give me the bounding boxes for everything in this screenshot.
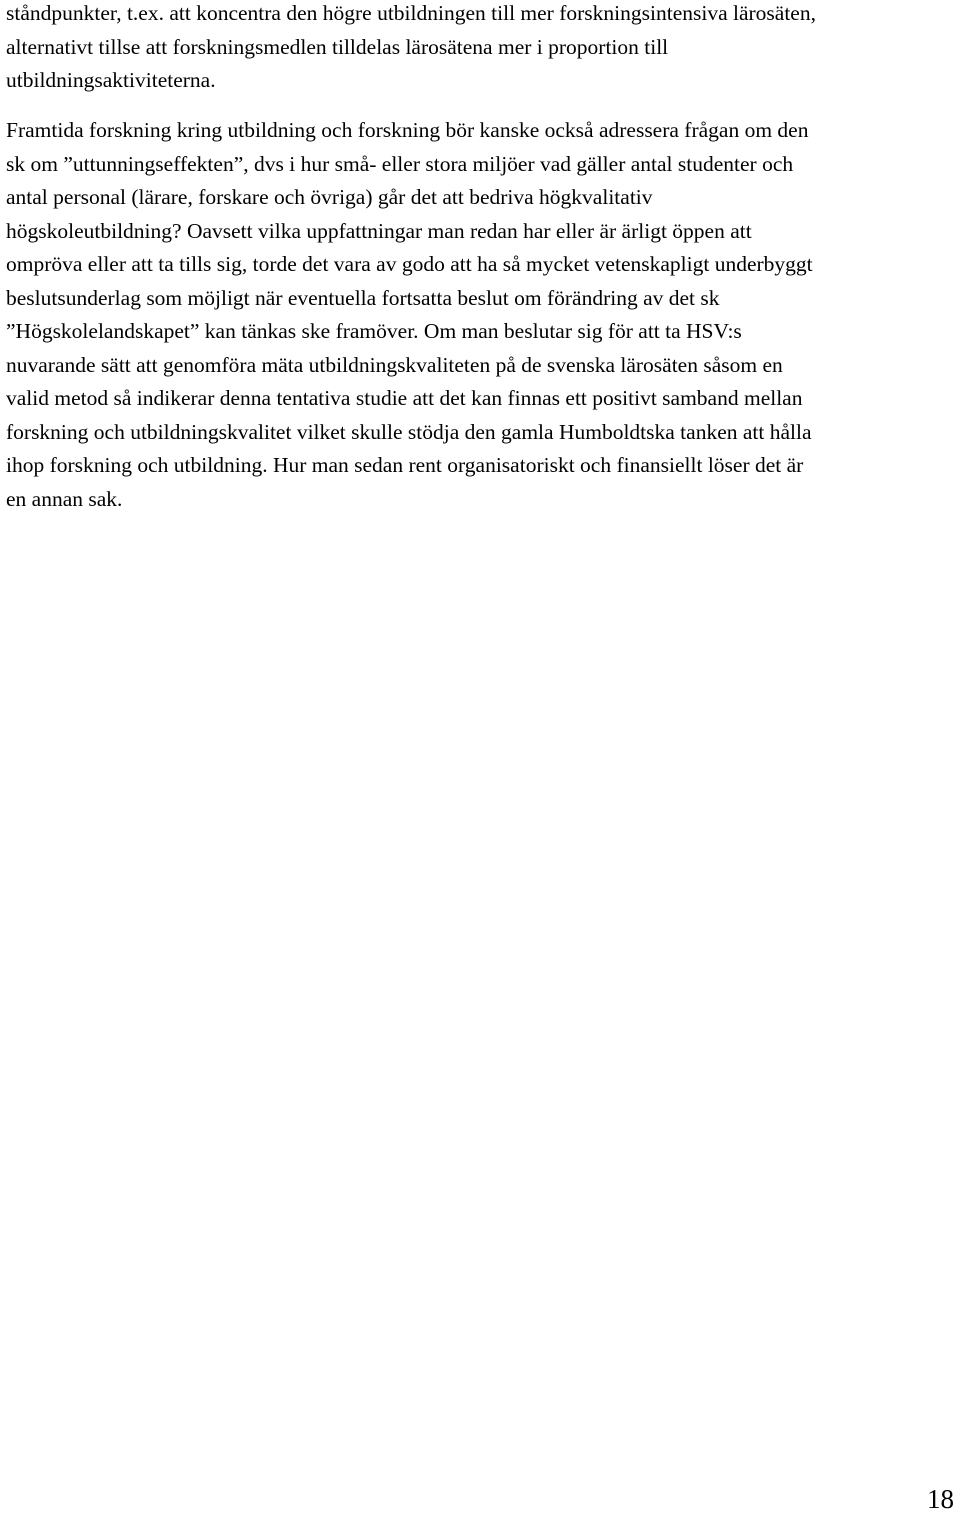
paragraph-2 xyxy=(6,114,813,516)
text-line: antal personal (lärare, forskare och övriga) går det att bedriva högkvalitativ xyxy=(6,185,653,209)
text-line: alternativt tillse att forskningsmedlen tilldelas lärosätena mer i proportion till xyxy=(6,34,669,59)
text-line: nuvarande sätt att genomföra mäta utbildningskvaliteten på de svenska lärosäten såsom en xyxy=(6,352,783,377)
text-line: ståndpunkter, t.ex. att koncentra den högre utbildningen till mer forskningsintensiva lärosäten, xyxy=(6,1,816,25)
text-line: sk om ”uttunningseffekten”, dvs i hur små- eller stora miljöer vad gäller antal studenter och xyxy=(6,151,794,176)
text-line: högskoleutbildning? Oavsett vilka uppfattningar man redan har eller är ärligt öppen att xyxy=(6,218,752,243)
paragraph-1 xyxy=(6,0,816,98)
text-line: ihop forskning och utbildning. Hur man sedan rent organisatoriskt och finansiellt löser det är xyxy=(6,453,804,477)
text-line: forskning och utbildningskvalitet vilket skulle stödja den gamla Humboldtska tanken att hålla xyxy=(6,419,812,444)
text-line: ompröva eller att ta tills sig, torde det vara av godo att ha så mycket vetenskapligt underbyggt xyxy=(6,252,813,276)
text-line: valid metod så indikerar denna tentativa studie att det kan finnas ett positivt samband mellan xyxy=(6,386,803,410)
text-line: ”Högskolelandskapet” kan tänkas ske framöver. Om man beslutar sig för att ta HSV:s xyxy=(6,319,742,343)
text-line: utbildningsaktiviteterna. xyxy=(6,68,216,92)
page-number: 18 xyxy=(927,1484,954,1514)
text-line: beslutsunderlag som möjligt när eventuella fortsatta beslut om förändring av det sk xyxy=(6,285,720,310)
text-line: Framtida forskning kring utbildning och forskning bör kanske också adressera frågan om den xyxy=(6,118,809,142)
text-line: en annan sak. xyxy=(6,486,123,511)
